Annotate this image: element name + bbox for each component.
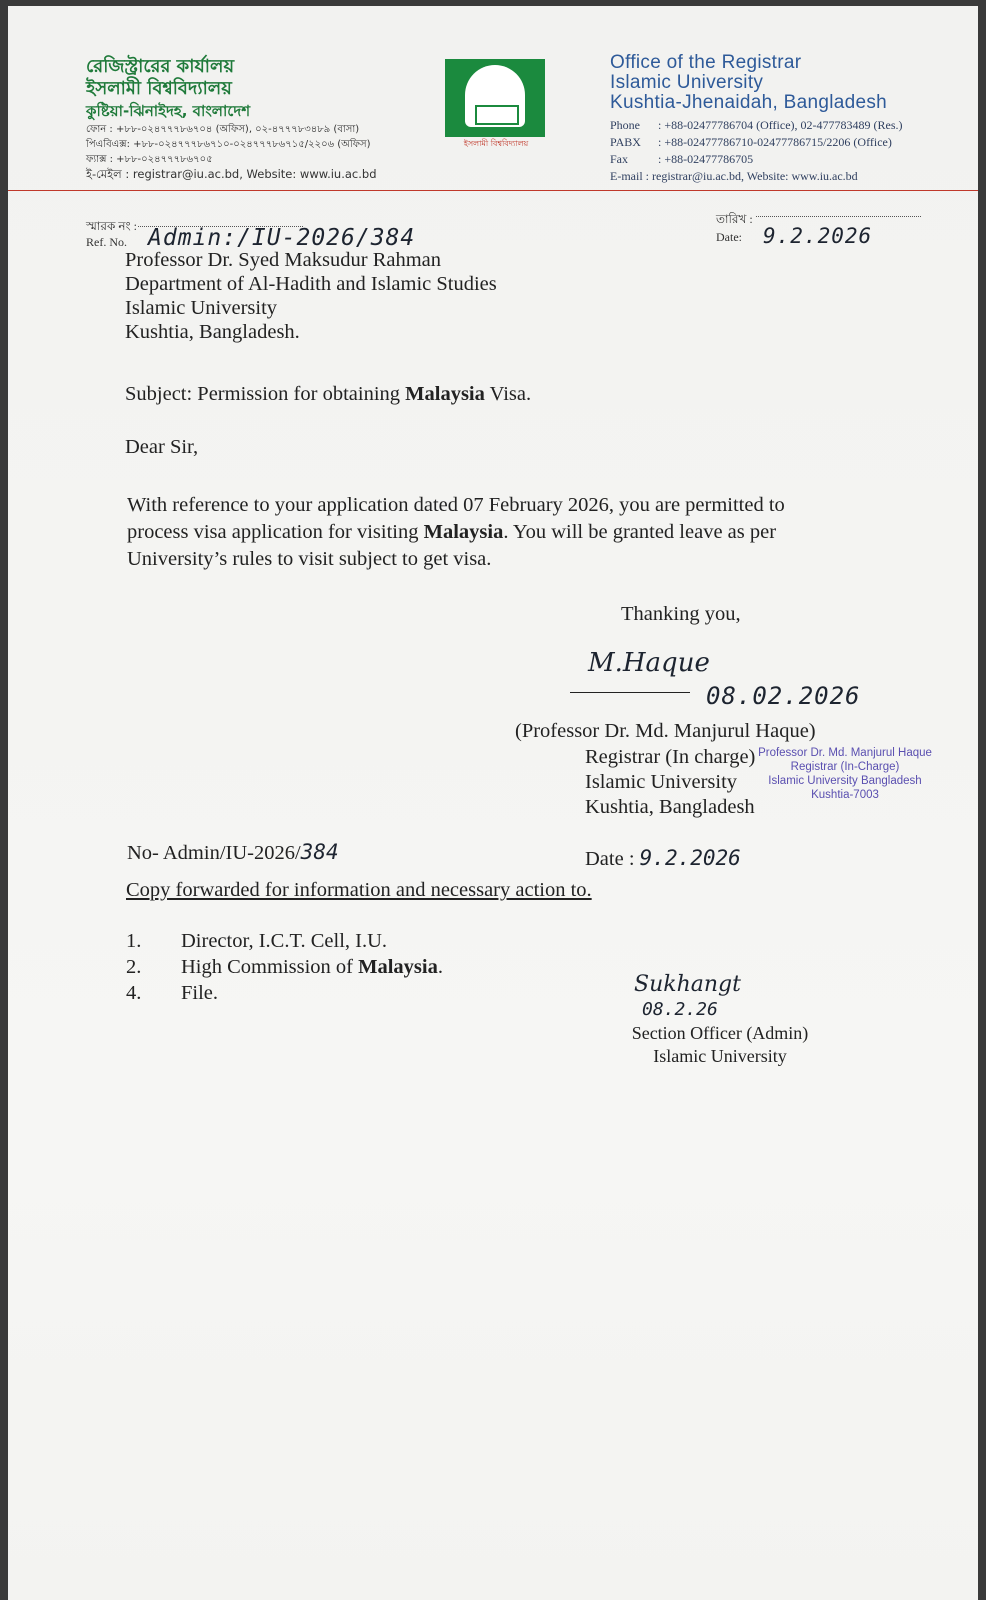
section-officer-block — [617, 1022, 823, 1068]
cc-item — [126, 928, 443, 954]
logo-book-icon — [475, 105, 519, 125]
bn-location: কুষ্টিয়া-ঝিনাইদহ, বাংলাদেশ — [86, 102, 251, 120]
logo-caption: ইসলামী বিশ্ববিদ্যালয় — [463, 139, 529, 148]
section-officer-signature: Sukhangt — [634, 972, 741, 997]
body-line-2-country: Malaysia — [423, 521, 504, 543]
body-line-2a: process visa application for visiting — [127, 521, 424, 543]
subject-line — [125, 382, 531, 406]
memo-no-prefix: No- Admin/IU-2026/ — [127, 842, 301, 864]
date-bn-label: তারিখ : — [716, 212, 753, 226]
memo-date-label: Date : — [585, 848, 635, 870]
ref-en-label: Ref. No. — [86, 235, 127, 249]
cc-item-number: 4. — [126, 982, 142, 1004]
registrar-details — [585, 745, 755, 820]
email-value: : registrar@iu.ac.bd, Website: www.iu.ac.bd — [645, 169, 858, 183]
stamp-line-4: Kushtia-7003 — [811, 789, 879, 801]
section-officer-title: Section Officer (Admin) — [631, 1023, 809, 1043]
letterhead-english — [610, 53, 970, 185]
signature-stroke — [570, 692, 690, 693]
pabx-row — [610, 134, 970, 151]
en-location: Kushtia-Jhenaidah, Bangladesh — [610, 92, 888, 113]
header-rule — [8, 190, 978, 191]
signature-date: 08.02.2026 — [706, 682, 861, 710]
cc-item-text-bold: Malaysia — [358, 956, 438, 978]
recipient-city: Kushtia, Bangladesh. — [125, 321, 300, 343]
stamp-line-1: Professor Dr. Md. Manjurul Haque — [758, 747, 932, 759]
recipient-university: Islamic University — [125, 297, 278, 319]
registrar-title: Registrar (In charge) — [585, 746, 756, 768]
closing: Thanking you, — [621, 603, 741, 625]
registrar-stamp — [756, 746, 934, 802]
phone-row — [610, 117, 970, 134]
en-university-title: Islamic University — [610, 72, 764, 93]
phone-label: Phone — [610, 118, 640, 132]
date-handwritten: 9.2.2026 — [763, 224, 873, 248]
registrar-signature: M.Haque — [588, 648, 710, 678]
pabx-value: : +88-02477786710-02477786715/2206 (Office) — [658, 135, 892, 149]
email-label: E-mail — [610, 169, 643, 183]
cc-item-number: 2. — [126, 956, 142, 978]
bn-phone: ফোন : +৮৮-০২৪৭৭৭৮৬৭০৪ (অফিস), ০২-৪৭৭৭৮৩৪৮৯ (বাসা) — [86, 124, 360, 135]
cc-item-text-c: . — [437, 956, 443, 978]
body-line-3: University’s rules to visit subject to get visa. — [127, 548, 492, 570]
ref-bn-label: স্মারক নং : — [86, 219, 138, 233]
cc-item-text-a: Director, I.C.T. Cell, I.U. — [181, 930, 388, 952]
body-line-2 — [127, 519, 785, 546]
cc-item — [126, 980, 443, 1006]
email-row — [610, 168, 970, 185]
subject-prefix: Subject: Permission for obtaining — [125, 383, 406, 405]
phone-value: : +88-02477786704 (Office), 02-477783489 (Res.) — [658, 118, 903, 132]
subject-suffix: Visa. — [484, 383, 532, 405]
cc-item-text — [181, 928, 387, 954]
memo-date-handwritten: 9.2.2026 — [639, 846, 741, 870]
en-office-title: Office of the Registrar — [610, 52, 802, 73]
ref-number-handwritten: Admin:/IU-2026/384 — [148, 225, 416, 251]
cc-item-number: 1. — [126, 930, 142, 952]
fax-label: Fax — [610, 152, 628, 166]
date-label-block — [716, 211, 753, 245]
copy-forwarded-line: Copy forwarded for information and necessary action to. — [126, 879, 592, 901]
registrar-name: (Professor Dr. Md. Manjurul Haque) — [515, 720, 816, 742]
registrar-university: Islamic University — [585, 771, 738, 793]
stamp-line-2: Registrar (In-Charge) — [790, 761, 900, 773]
registrar-city: Kushtia, Bangladesh — [585, 796, 755, 818]
subject-country: Malaysia — [405, 383, 485, 405]
fax-value: : +88-02477786705 — [658, 152, 754, 166]
date-dotted-line — [756, 216, 921, 217]
cc-item-text-a: File. — [181, 982, 219, 1004]
body-line-2b: . You will be granted leave as per — [503, 521, 777, 543]
bn-pabx: পিএবিএক্স: +৮৮-০২৪৭৭৭৮৬৭১০-০২৪৭৭৭৮৬৭১৫/২২০৬ (অফিস) — [86, 139, 371, 150]
pabx-label: PABX — [610, 135, 641, 149]
bn-office-title: রেজিস্ট্রারের কার্যালয় — [86, 56, 235, 77]
stamp-line-3: Islamic University Bangladesh — [768, 775, 922, 787]
body-line-1: With reference to your application dated 07 February 2026, you are permitted to — [127, 494, 785, 516]
date-en-label: Date: — [716, 230, 742, 244]
memo-number — [127, 840, 339, 865]
university-logo — [445, 59, 545, 137]
cc-item-text — [181, 980, 218, 1006]
cc-item — [126, 954, 443, 980]
body-paragraph — [127, 492, 785, 573]
cc-list — [126, 928, 443, 1006]
fax-row — [610, 151, 970, 168]
bn-fax: ফ্যাক্স : +৮৮-০২৪৭৭৭৮৬৭০৫ — [86, 154, 213, 165]
bn-university-title: ইসলামী বিশ্ববিদ্যালয় — [86, 78, 232, 99]
letterhead-bangla — [86, 56, 416, 182]
salutation: Dear Sir, — [125, 436, 199, 458]
memo-date — [585, 846, 741, 871]
section-officer-date: 08.2.26 — [642, 999, 718, 1020]
section-officer-university: Islamic University — [653, 1046, 787, 1066]
memo-no-handwritten: 384 — [300, 840, 339, 864]
cc-item-text — [181, 954, 443, 980]
bn-email: ই-মেইল : registrar@iu.ac.bd, Website: www.iu.ac.bd — [86, 167, 377, 181]
ref-label — [86, 218, 137, 250]
recipient-block — [125, 248, 497, 344]
recipient-name: Professor Dr. Syed Maksudur Rahman — [125, 249, 442, 271]
recipient-dept: Department of Al-Hadith and Islamic Studies — [125, 273, 497, 295]
letter-paper — [8, 6, 978, 1600]
cc-item-text-a: High Commission of — [181, 956, 359, 978]
